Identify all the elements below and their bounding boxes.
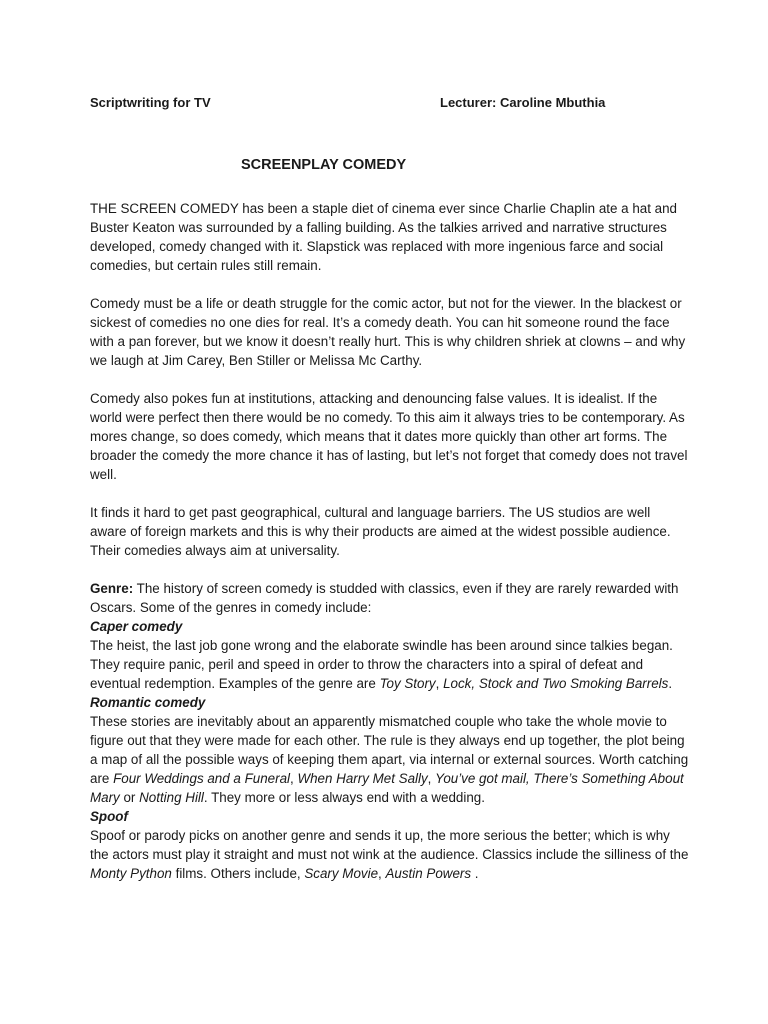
spoof-text: Spoof or parody picks on another genre and sends it up, the more serious the better; which is why the actors must play it straight and must not wink at the audience. Classics include the silliness of the xyxy=(90,828,689,862)
document-body xyxy=(90,199,690,883)
paragraph-barriers: It finds it hard to get past geographical, cultural and language barriers. The US studios are well aware of foreign markets and this is why their products are aimed at the widest possible audience. Their comedies always aim at universality. xyxy=(90,505,671,558)
film-title: You’ve got mail, There’s Something About Mary xyxy=(90,771,684,805)
spoof-heading: Spoof xyxy=(90,809,128,824)
film-title: Austin Powers xyxy=(385,866,472,881)
genre-label: Genre: xyxy=(90,581,134,596)
romantic-paragraph xyxy=(90,712,690,807)
film-title: When Harry Met Sally xyxy=(297,771,428,786)
romantic-heading: Romantic comedy xyxy=(90,695,206,710)
spoof-text-mid: films. Others include, xyxy=(171,866,305,881)
caper-paragraph xyxy=(90,636,690,693)
lecturer-name: Lecturer: Caroline Mbuthia xyxy=(440,95,606,110)
separator: , xyxy=(290,771,298,786)
spoof-paragraph xyxy=(90,826,690,883)
paragraph-institutions: Comedy also pokes fun at institutions, attacking and denouncing false values. It is idealist. If the world were perfect then there would be no comedy. To this aim it always tries to be contemporary. As mores change, so does comedy, which means that it dates more quickly than other art forms. The broader the comedy the more chance it has of lasting, but let’s not forget that comedy does not travel well. xyxy=(90,391,688,482)
document-header xyxy=(90,95,678,113)
romantic-text: These stories are inevitably about an apparently mismatched couple who take the whole movie to figure out that they were made for each other. The rule is they always end up together, the plot being a map of all the possible ways of keeping them apart, via internal or external sources. Worth catching are xyxy=(90,714,689,786)
punctuation: . xyxy=(471,866,479,881)
course-title: Scriptwriting for TV xyxy=(90,95,211,110)
separator: , xyxy=(378,866,386,881)
caper-text: The heist, the last job gone wrong and the elaborate swindle has been around since talkies began. They require panic, peril and speed in order to throw the characters into a spiral of defeat and eventual redemption. Examples of the genre are xyxy=(90,638,673,691)
caper-heading: Caper comedy xyxy=(90,619,183,634)
punctuation: . xyxy=(668,676,673,691)
genre-paragraph xyxy=(90,579,690,617)
film-title: Lock, Stock and Two Smoking Barrels xyxy=(443,676,669,691)
film-title: Notting Hill xyxy=(139,790,204,805)
paragraph-life-or-death: Comedy must be a life or death struggle for the comic actor, but not for the viewer. In the blackest or sickest of comedies no one dies for real. It’s a comedy death. You can hit someone round the face with a pan forever, but we know it doesn’t really hurt. This is why children shriek at clowns – and why we laugh at Jim Carey, Ben Stiller or Melissa Mc Carthy. xyxy=(90,296,686,368)
separator: , xyxy=(435,676,444,691)
separator: , xyxy=(427,771,436,786)
romantic-text-end: . They more or less always end with a wedding. xyxy=(203,790,485,805)
film-title: Scary Movie xyxy=(304,866,379,881)
film-title: Monty Python xyxy=(90,866,172,881)
separator: or xyxy=(119,790,140,805)
paragraph-intro: THE SCREEN COMEDY has been a staple diet of cinema ever since Charlie Chaplin ate a hat and Buster Keaton was surrounded by a falling building. As the talkies arrived and narrative structures developed, comedy changed with it. Slapstick was replaced with more ingenious farce and social comedies, but certain rules still remain. xyxy=(90,201,678,273)
film-title: Four Weddings and a Funeral xyxy=(113,771,290,786)
film-title: Toy Story xyxy=(379,676,436,691)
genre-intro: The history of screen comedy is studded with classics, even if they are rarely rewarded with Oscars. Some of the genres in comedy include: xyxy=(90,581,679,615)
document-title: SCREENPLAY COMEDY xyxy=(241,157,407,173)
